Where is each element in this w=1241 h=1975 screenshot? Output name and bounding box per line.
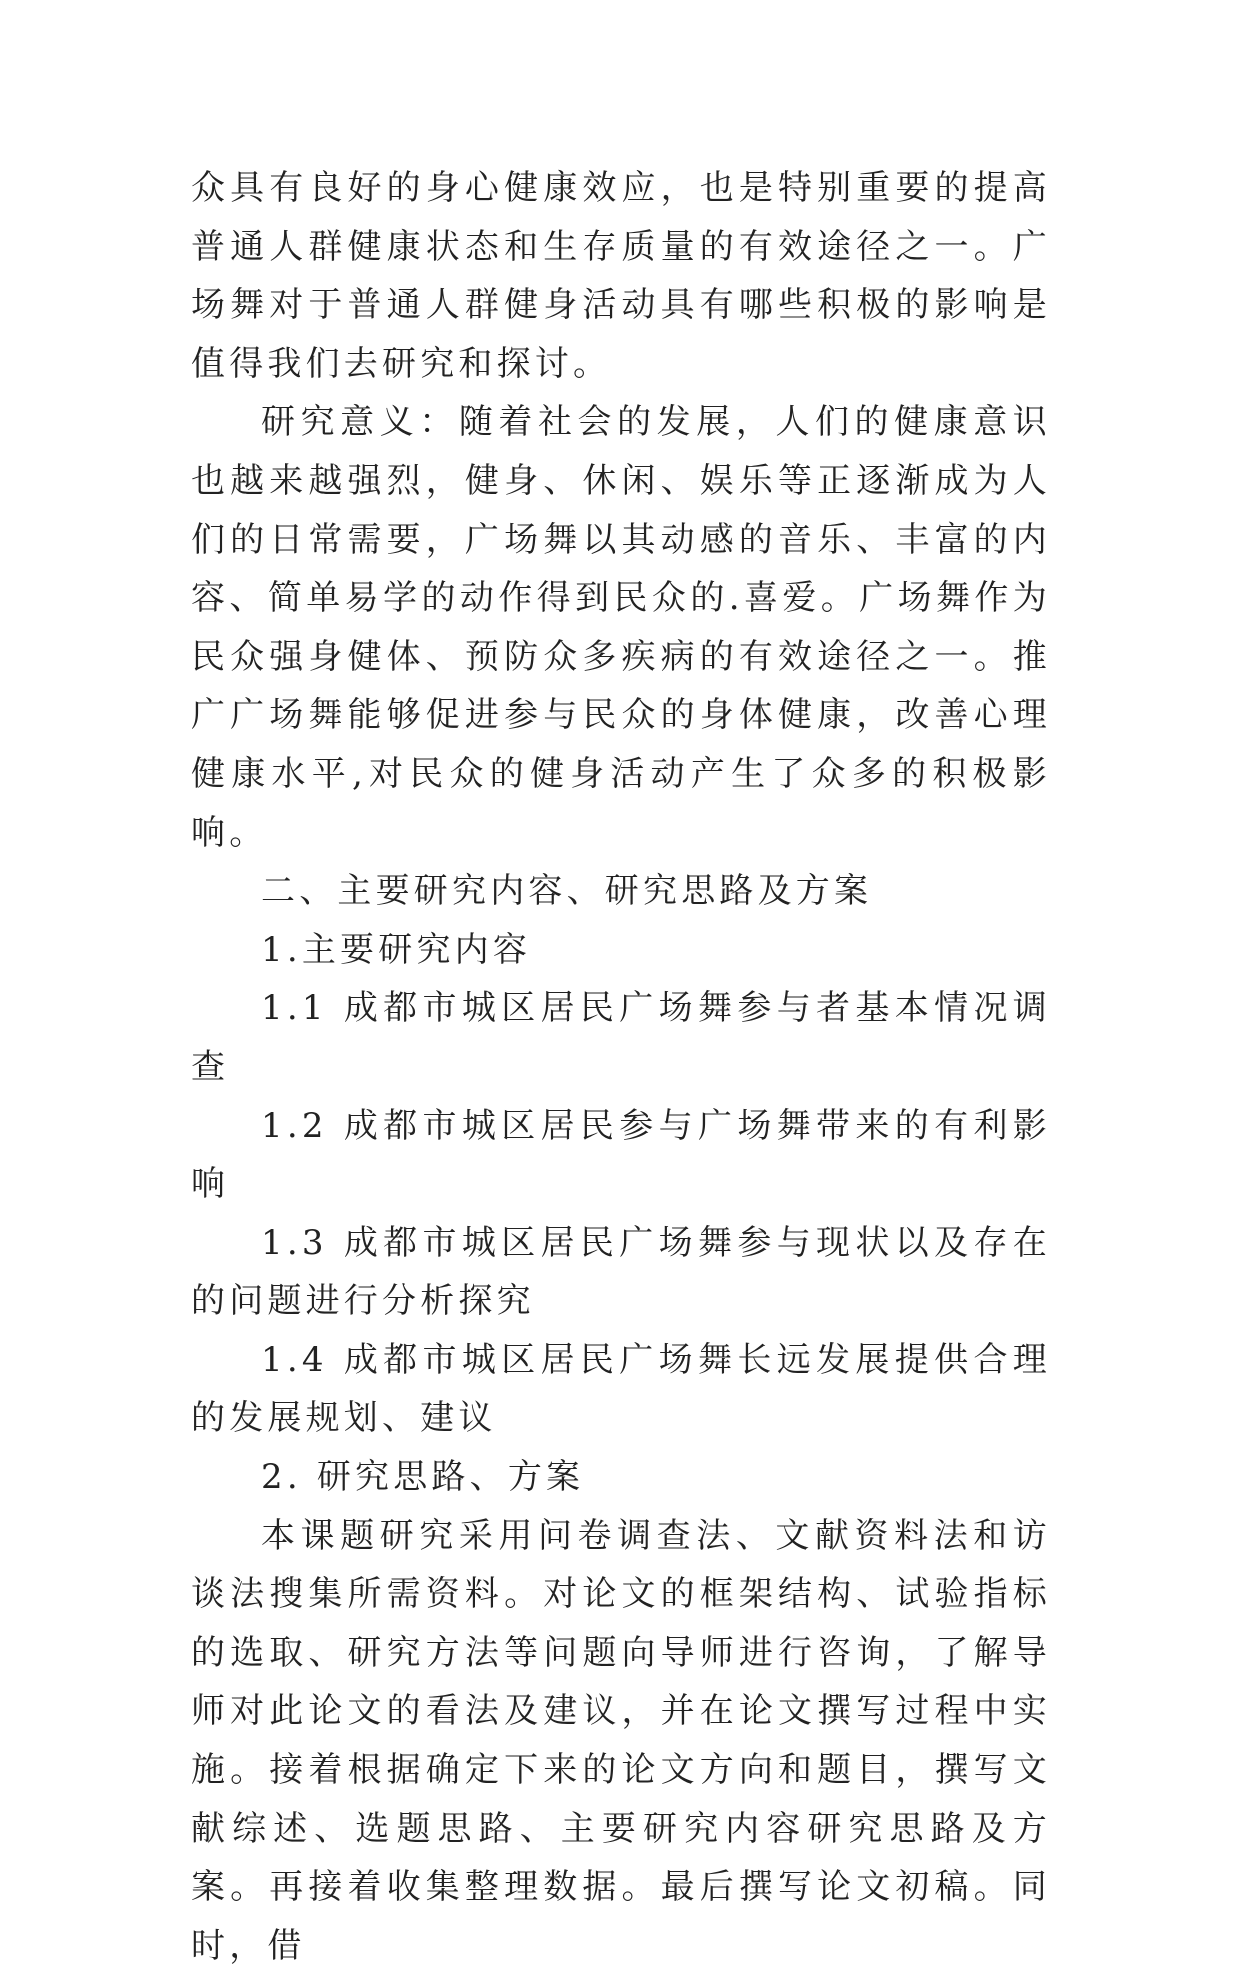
subheading-main-research-content: 1.主要研究内容	[261, 929, 532, 970]
paragraph-intro-continued: 众具有良好的身心健康效应，也是特别重要的提高普通人群健康状态和生存质量的有效途径之一。广场舞对于普通人群健身活动具有哪些积极的影响是值得我们去研究和探讨。	[191, 168, 1051, 384]
subheading-research-approach: 2. 研究思路、方案	[261, 1457, 585, 1498]
list-item-1-4: 1.4 成都市城区居民广场舞长远发展提供合理的发展规划、建议	[191, 1339, 1051, 1439]
document-page	[191, 159, 1051, 1975]
paragraph-research-significance: 研究意义：随着社会的发展，人们的健康意识也越来越强烈，健身、休闲、娱乐等正逐渐成为人们的日常需要，广场舞以其动感的音乐、丰富的内容、简单易学的动作得到民众的.喜爱。广场舞作为民众强身健体、预防众多疾病的有效途径之一。推广广场舞能够促进参与民众的身体健康，改善心理健康水平,对民众的健身活动产生了众多的积极影响。	[191, 402, 1051, 853]
list-item-1-1: 1.1 成都市城区居民广场舞参与者基本情况调查	[191, 988, 1051, 1087]
list-item-1-3: 1.3 成都市城区居民广场舞参与现状以及存在的问题进行分析探究	[191, 1222, 1051, 1322]
list-item-1-2: 1.2 成都市城区居民参与广场舞带来的有利影响	[191, 1105, 1051, 1205]
section-heading-main-content: 二、主要研究内容、研究思路及方案	[261, 871, 873, 912]
paragraph-research-method: 本课题研究采用问卷调查法、文献资料法和访谈法搜集所需资料。对论文的框架结构、试验指标的选取、研究方法等问题向导师进行咨询，了解导师对此论文的看法及建议，并在论文撰写过程中实施。接着根据确定下来的论文方向和题目，撰写文献综述、选题思路、主要研究内容研究思路及方案。再接着收集整理数据。最后撰写论文初稿。同时，借	[191, 1515, 1051, 1966]
